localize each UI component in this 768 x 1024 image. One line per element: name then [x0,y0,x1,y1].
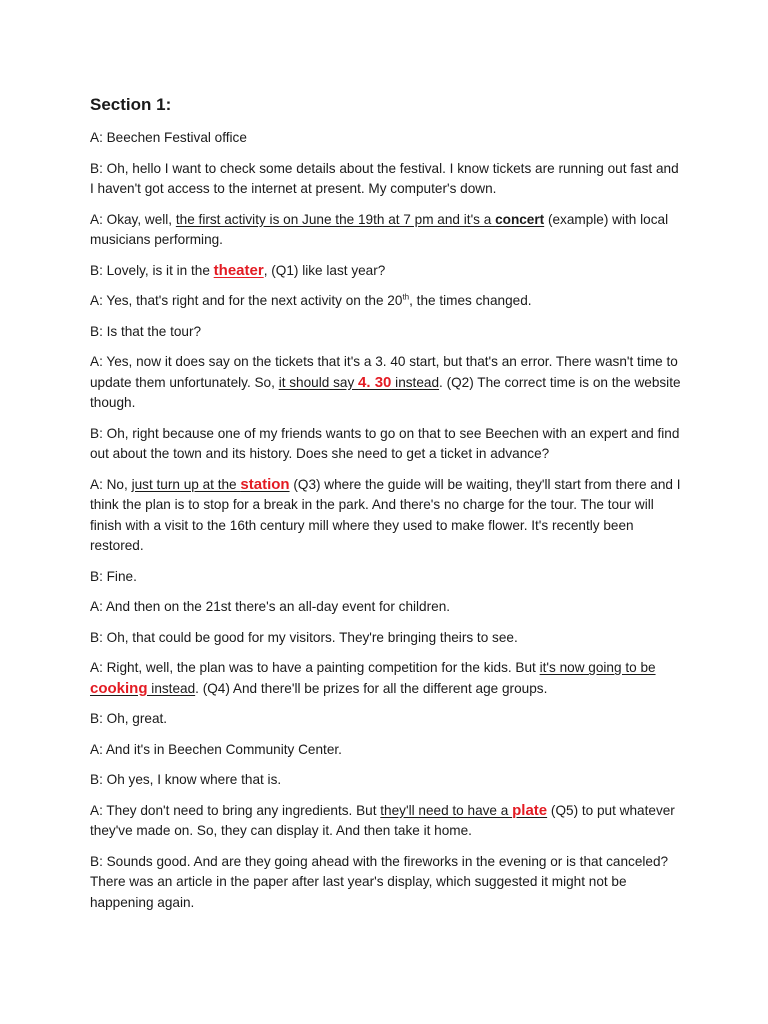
dialogue-line-17 [90,801,682,842]
dialogue-line-8: B: Oh, right because one of my friends wants to go on that to see Beechen with an expert and find out about the town and its history. Does she need to get a ticket in advance? [90,425,680,461]
dialogue-line-18: B: Sounds good. And are they going ahead with the fireworks in the evening or is that canceled? There was an article in the paper after last year's display, which suggested it might not be happening again. [90,853,669,910]
underlined-text: instead [147,680,196,696]
dialogue-line-10: B: Fine. [90,568,137,584]
line-text: . (Q2) The correct time is on the website though. [90,374,681,410]
answer-q2: 4. 30 [358,373,392,391]
dialogue-line-3 [90,210,682,251]
underlined-phrase [279,375,439,390]
dialogue-line-16: B: Oh yes, I know where that is. [90,772,282,787]
line-text: , the times changed. [409,293,532,308]
underlined-text: instead [391,374,440,390]
dialogue-line-9 [90,475,682,557]
line-text: A: No, [90,476,132,492]
answer-q1: theater [213,261,264,279]
line-text: A: They don't need to bring any ingredients. But [90,802,381,818]
example-answer: concert [495,211,545,227]
dialogue-line-14: B: Oh, great. [90,711,168,726]
line-text: B: Lovely, is it in the [90,262,214,278]
dialogue-line-7 [90,352,682,414]
line-text: , (Q1) like last year? [263,262,386,278]
underlined-phrase [380,803,547,818]
dialogue-line-6: B: Is that the tour? [90,323,202,339]
superscript: th [402,292,410,302]
underlined-text: they'll need to have a [380,802,513,818]
dialogue-line-4 [90,261,682,282]
underlined-text: just turn up at the [131,476,241,492]
line-text: (Q3) where the guide will be waiting, they'll start from there and I think the plan is to stop for a break in the park. And there's no charge for the tour. The tour will finish with a visit to the 16th century mill where they used to make flower. It's recently been restored. [90,476,681,553]
underlined-text: it's now going to be [539,660,656,675]
dialogue-line-11: A: And then on the 21st there's an all-day event for children. [90,599,451,614]
line-text: A: Yes, now it does say on the tickets that it's a 3. 40 start, but that's an error. There wasn't time to update them unfortunately. So, [90,354,678,390]
dialogue-line-13 [90,658,682,699]
dialogue-line-2: B: Oh, hello I want to check some details about the festival. I know tickets are running out fast and I haven't got access to the internet at present. My computer's down. [90,160,679,196]
section-heading: Section 1: [90,95,172,114]
dialogue-line-5 [90,291,682,312]
dialogue-line-1: A: Beechen Festival office [90,130,247,145]
underlined-phrase [176,212,544,227]
dialogue-line-12: B: Oh, that could be good for my visitors. They're bringing theirs to see. [90,629,518,645]
line-text: . (Q4) And there'll be prizes for all the different age groups. [195,680,548,696]
line-text: (Q5) to put whatever they've made on. So, they can display it. And then take it home. [90,802,675,838]
answer-q3: station [240,475,290,493]
line-text: A: Yes, that's right and for the next activity on the 20 [90,293,403,308]
underlined-text: it should say [278,374,359,390]
underlined-phrase [132,477,290,492]
line-text: A: Okay, well, [90,211,176,227]
underlined-text: the first activity is on June the 19th at 7 pm and it's a [175,211,496,227]
line-text: A: Right, well, the plan was to have a painting competition for the kids. But [90,660,540,675]
line-text: (example) with local musicians performing. [90,211,669,247]
answer-q5: plate [512,801,548,819]
dialogue-line-15: A: And it's in Beechen Community Center. [90,741,342,757]
answer-q4: cooking [90,679,148,697]
